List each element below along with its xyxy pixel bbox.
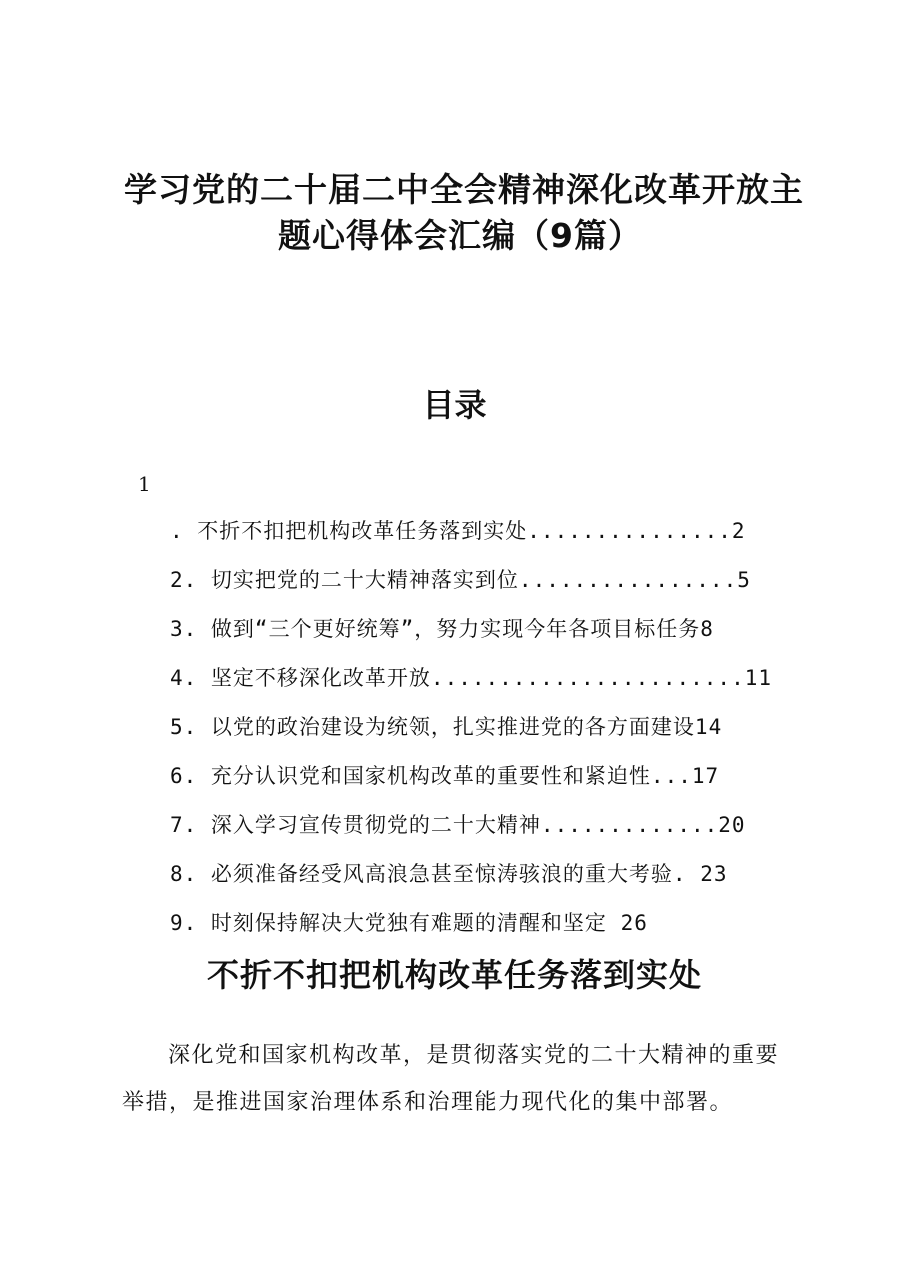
toc-item-8[interactable]: 8. 必须准备经受风高浪急甚至惊涛骇浪的重大考验. 23 xyxy=(170,862,728,886)
toc-item-4[interactable]: 4. 坚定不移深化改革开放.......................11 xyxy=(170,666,773,690)
toc-first-number: 1 xyxy=(138,472,151,496)
toc-item-3[interactable]: 3. 做到“三个更好统筹”，努力实现今年各项目标任务8 xyxy=(170,617,714,641)
toc-item-9[interactable]: 9. 时刻保持解决大党独有难题的清醒和坚定 26 xyxy=(170,911,648,935)
table-of-contents xyxy=(170,512,810,953)
document-title-line-1: 学习党的二十届二中全会精神深化改革开放主 xyxy=(124,170,804,209)
toc-item-1[interactable]: . 不折不扣把机构改革任务落到实处...............2 xyxy=(170,519,746,543)
toc-item-6[interactable]: 6. 充分认识党和国家机构改革的重要性和紧迫性...17 xyxy=(170,764,720,788)
toc-item-2[interactable]: 2. 切实把党的二十大精神落实到位................5 xyxy=(170,568,751,592)
body-paragraph: 深化党和国家机构改革，是贯彻落实党的二十大精神的重要举措，是推进国家治理体系和治理能力现代化的集中部署。 xyxy=(122,1043,780,1115)
toc-item-7[interactable]: 7. 深入学习宣传贯彻党的二十大精神.............20 xyxy=(170,813,746,837)
toc-item-5[interactable]: 5. 以党的政治建设为统领，扎实推进党的各方面建设14 xyxy=(170,715,723,739)
document-title-line-2: 题心得体会汇编（9篇） xyxy=(278,216,642,255)
toc-heading: 目录 xyxy=(422,386,487,424)
section-heading: 不折不扣把机构改革任务落到实处 xyxy=(206,956,702,994)
